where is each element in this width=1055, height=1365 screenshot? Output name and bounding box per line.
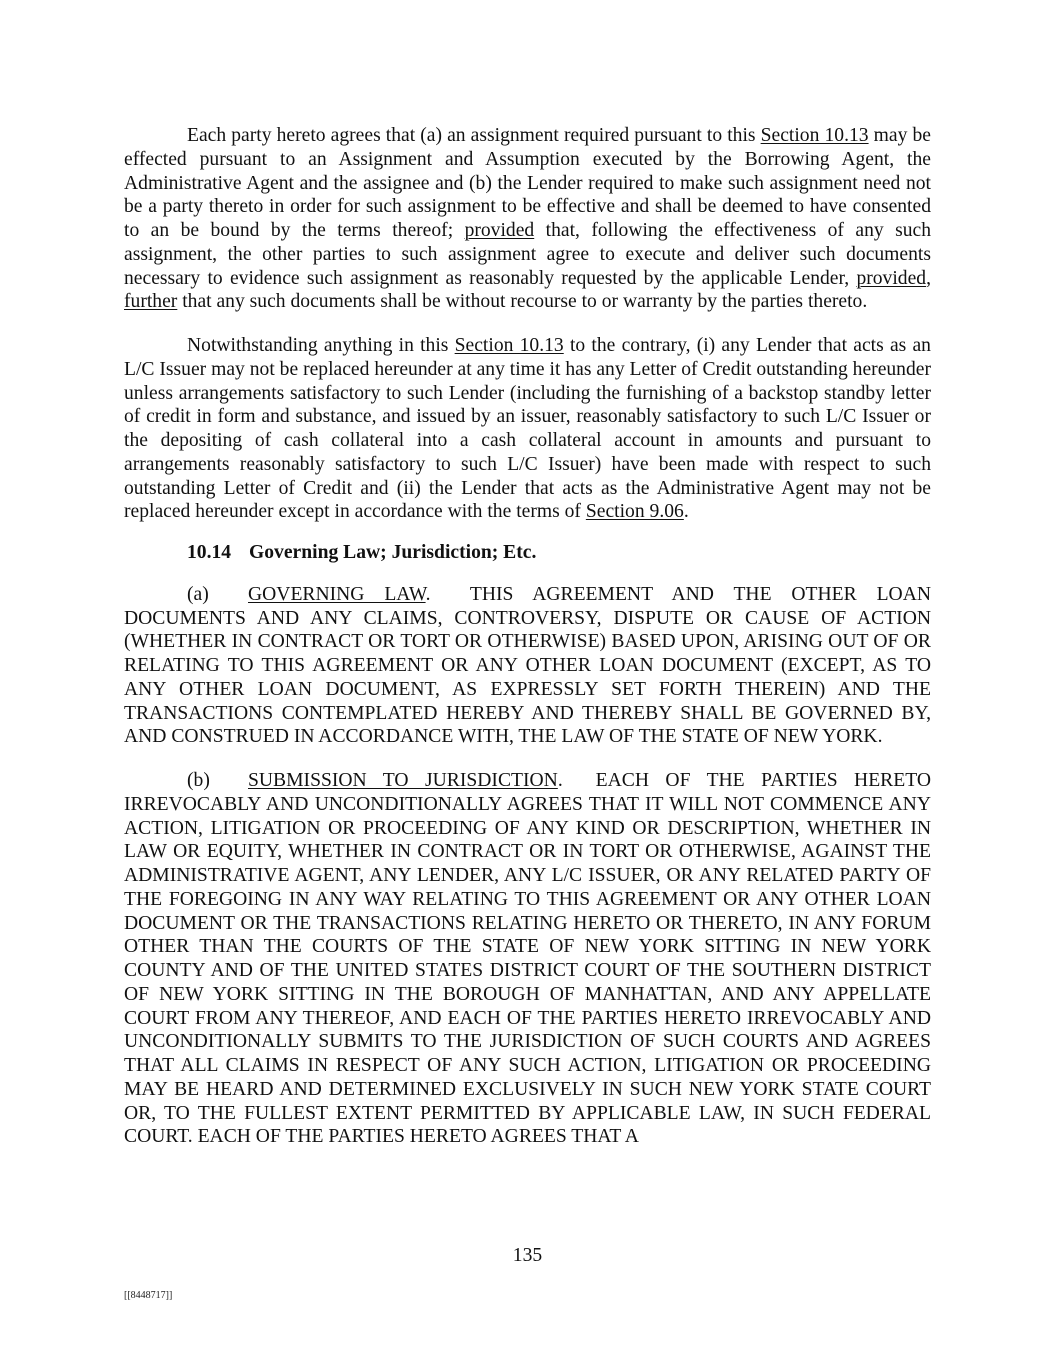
section-reference-10-13: Section 10.13 <box>454 335 564 356</box>
text-run: that, following the effectiveness of any such assignment, the other parties to such assignment agree to execute and deliver such documents necessary to evidence such assignment as reasonably requested by the applicable Lender, <box>124 220 932 289</box>
clause-label: (b) <box>187 770 210 791</box>
text-run: that any such documents shall be without recourse to or warranty by the parties thereto. <box>177 291 868 313</box>
page-number: 135 <box>512 1245 543 1266</box>
text-run: , <box>926 267 931 289</box>
document-page <box>124 124 931 1169</box>
text-run: . <box>425 583 470 605</box>
section-number: 10.14 <box>187 542 232 563</box>
clause-b-submission-to-jurisdiction <box>124 769 931 1149</box>
text-run: to the contrary, (i) any Lender that acts as an L/C Issuer may not be replaced hereunder at any time it has any Letter of Credit outstanding hereunder unless arrangements satisfactory to such Lender (including the furnishing of a backstop standby letter of credit in form and substance, and issued by an issuer, reasonably satisfactory to such L/C Issuer or the depositing of cash collateral into a cash collateral account in amounts and pursuant to arrangements reasonably satisfactory to such L/C Issuer) have been made with respect to such outstanding Letter of Credit and (ii) the Lender that acts as the Administrative Agent may not be replaced hereunder except in accordance with the terms of <box>124 335 931 523</box>
text-run: Notwithstanding anything in this <box>187 335 455 356</box>
underlined-term-provided: provided <box>464 220 535 241</box>
text-run: . <box>683 501 689 523</box>
underlined-term-further: further <box>124 291 178 313</box>
clause-body: EACH OF THE PARTIES HERETO IRREVOCABLY AND UNCONDITIONALLY AGREES THAT IT WILL NOT COMMENCE ANY ACTION, LITIGATION OR PROCEEDING OF ANY KIND OR DESCRIPTION, WHETHER IN LAW OR EQUITY, WHETHER IN CONTRACT OR IN TORT OR OTHERWISE, AGAINST THE ADMINISTRATIVE AGENT, ANY LENDER, ANY L/C ISSUER, OR ANY RELATED PARTY OF THE FOREGOING IN ANY WAY RELATING TO THIS AGREEMENT OR ANY OTHER LOAN DOCUMENT OR THE TRANSACTIONS RELATING HERETO OR THERETO, IN ANY FORUM OTHER THAN THE COURTS OF THE STATE OF NEW YORK SITTING IN NEW YORK COUNTY AND OF THE UNITED STATES DISTRICT COURT OF THE SOUTHERN DISTRICT OF NEW YORK SITTING IN THE BOROUGH OF MANHATTAN, AND ANY APPELLATE COURT FROM ANY THEREOF, AND EACH OF THE PARTIES HERETO IRREVOCABLY AND UNCONDITIONALLY SUBMITS TO THE JURISDICTION OF SUCH COURTS AND AGREES THAT ALL CLAIMS IN RESPECT OF ANY SUCH ACTION, LITIGATION OR PROCEEDING MAY BE HEARD AND DETERMINED EXCLUSIVELY IN SUCH NEW YORK STATE COURT OR, TO THE FULLEST EXTENT PERMITTED BY APPLICABLE LAW, IN SUCH FEDERAL COURT. EACH OF THE PARTIES HERETO AGREES THAT A <box>124 770 931 1148</box>
clause-a-governing-law <box>124 583 931 749</box>
clause-title: SUBMISSION TO JURISDICTION <box>248 770 558 791</box>
text-run: . <box>557 770 596 791</box>
text-run: may be effected pursuant to an Assignment and Assumption executed by the Borrowing Agent, the Administrative Agent and the assignee and (b) the Lender required to make such assignment need not be a party thereto in order for such assignment to be effective and shall be deemed to have consented to an be bound by the terms thereof; <box>124 125 931 241</box>
clause-title: GOVERNING LAW <box>248 583 426 605</box>
paragraph-lc-issuer-replacement <box>124 334 931 524</box>
underlined-term-provided: provided <box>856 267 927 289</box>
document-id: [[8448717]] <box>124 1290 173 1301</box>
section-reference-9-06: Section 9.06 <box>585 501 684 523</box>
section-reference-10-13: Section 10.13 <box>760 125 869 146</box>
clause-label: (a) <box>187 583 209 605</box>
paragraph-assignment-effectiveness <box>124 124 931 314</box>
text-run: Each party hereto agrees that (a) an assignment required pursuant to this <box>187 125 761 146</box>
section-heading <box>124 541 931 565</box>
clause-body: THIS AGREEMENT AND THE OTHER LOAN DOCUMENTS AND ANY CLAIMS, CONTROVERSY, DISPUTE OR CAUSE OF ACTION (WHETHER IN CONTRACT OR TORT OR OTHERWISE) BASED UPON, ARISING OUT OF OR RELATING TO THIS AGREEMENT OR ANY OTHER LOAN DOCUMENT (EXCEPT, AS TO ANY OTHER LOAN DOCUMENT, AS EXPRESSLY SET FORTH THEREIN) AND THE TRANSACTIONS CONTEMPLATED HEREBY AND THEREBY SHALL BE GOVERNED BY, AND CONSTRUED IN ACCORDANCE WITH, THE LAW OF THE STATE OF NEW YORK. <box>124 583 932 748</box>
section-title: Governing Law; Jurisdiction; Etc. <box>249 542 537 563</box>
